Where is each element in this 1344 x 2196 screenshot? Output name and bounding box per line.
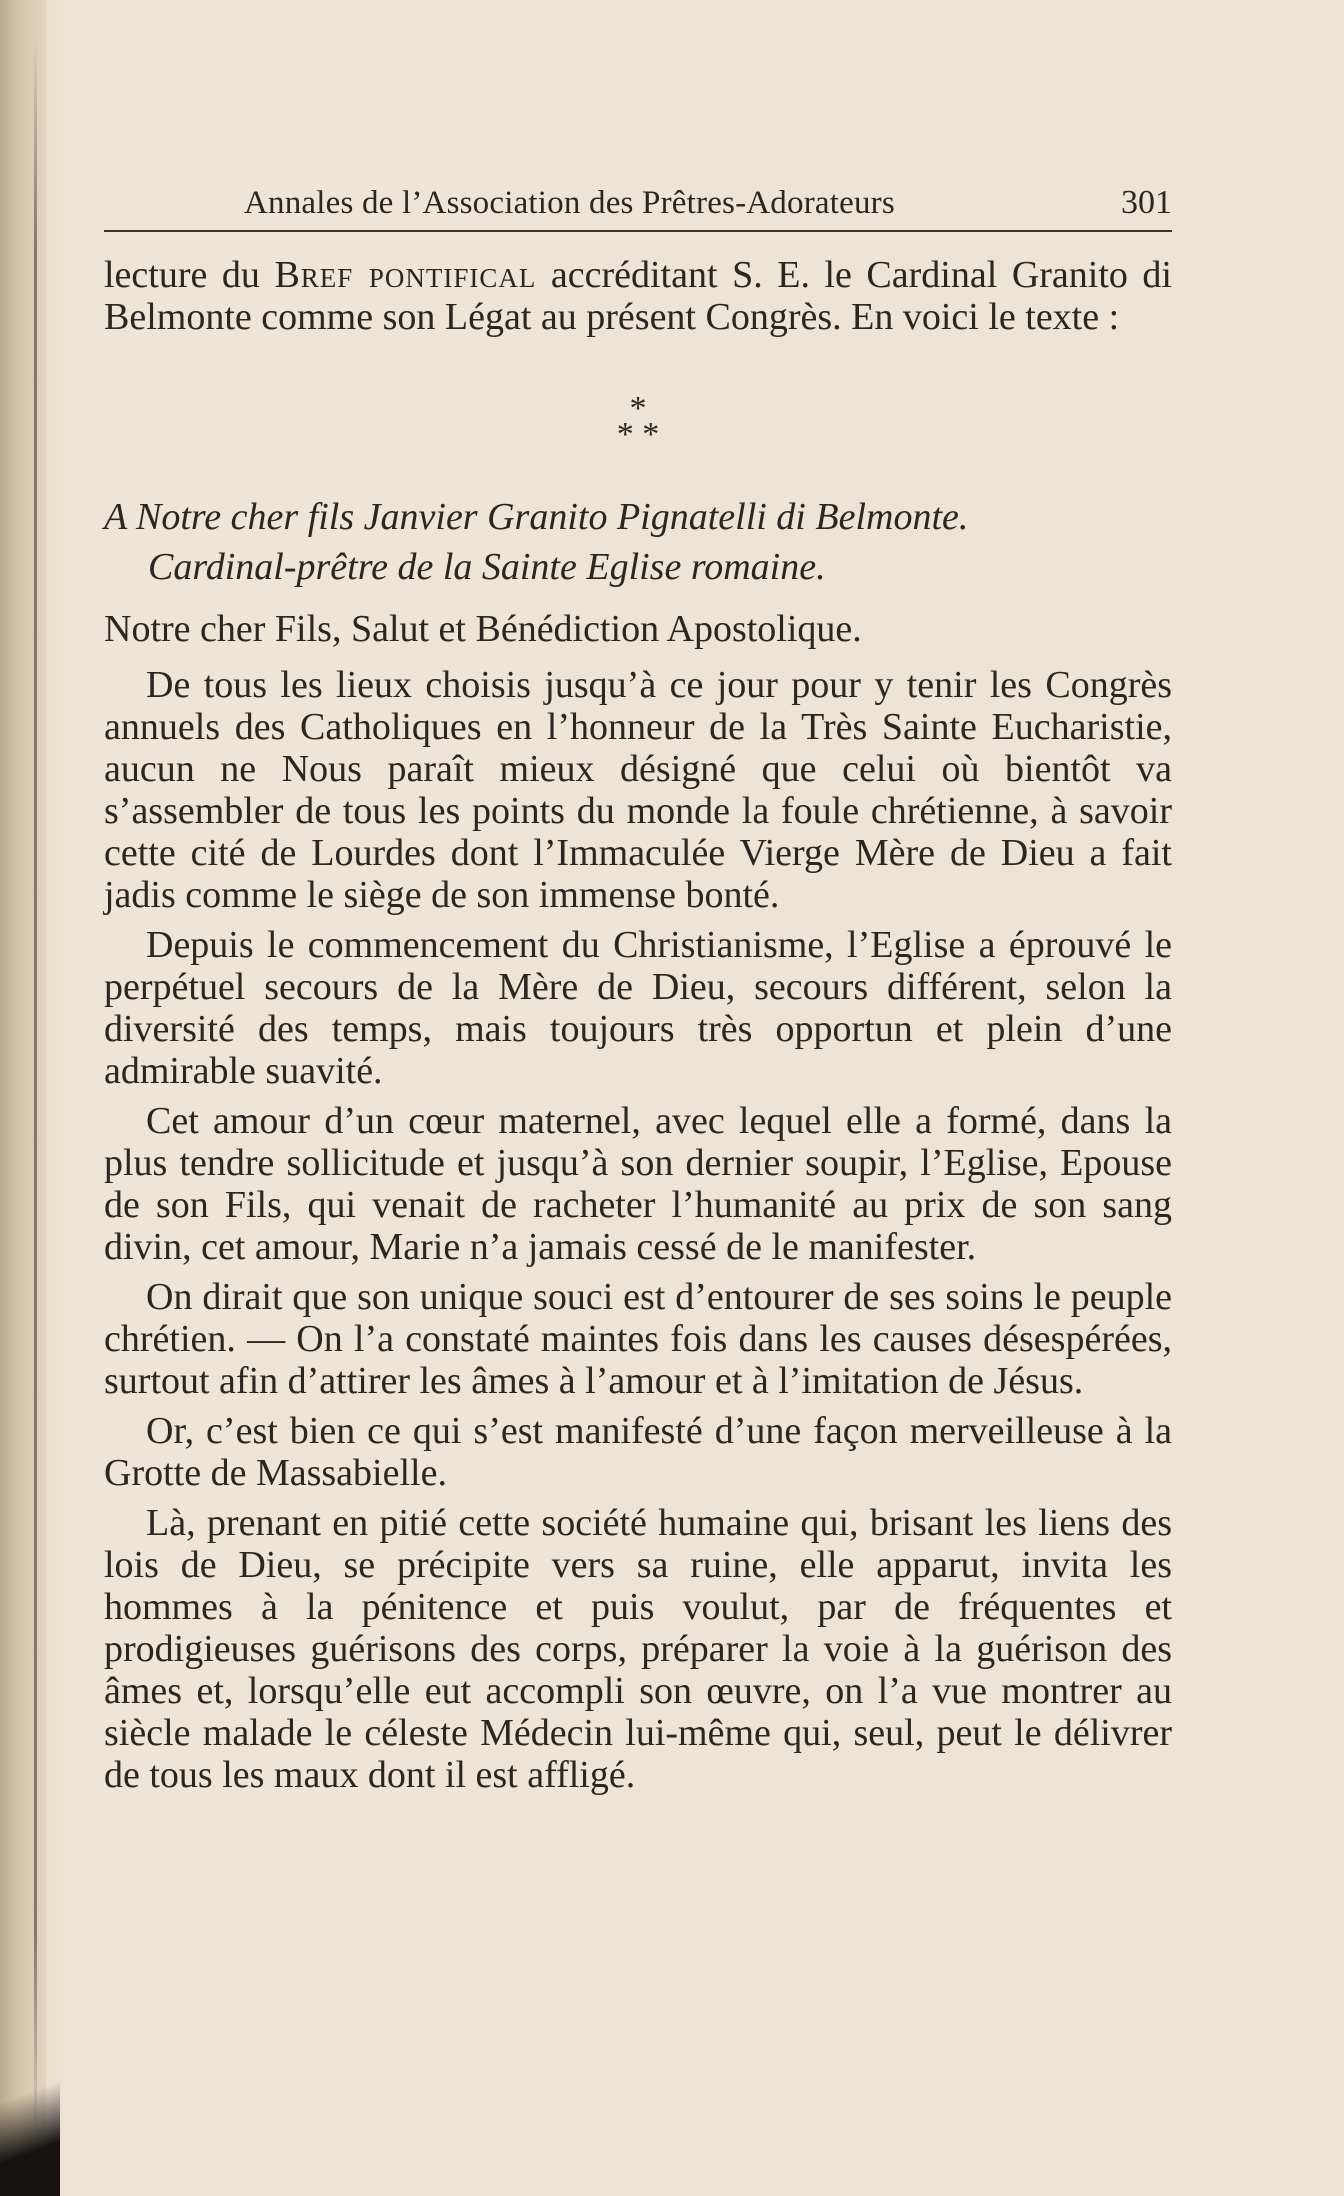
page-content — [104, 170, 1172, 1804]
intro-text-end: accréditant S. E. le Cardinal Granito di Belmonte comme son Légat au présent Congrès. En voici le texte : — [104, 254, 1172, 338]
body-paragraph: Cet amour d’un cœur maternel, avec lequel elle a formé, dans la plus tendre sollicitude et jusqu’à son dernier soupir, l’Eglise, Epouse de son Fils, qui venait de racheter l’humanité au prix de son sang divin, cet amour, Marie n’a jamais cessé de le manifester. — [104, 1100, 1172, 1268]
corner-shadow — [0, 2026, 60, 2196]
body-paragraph: Depuis le commencement du Christianisme, l’Eglise a éprouvé le perpétuel secours de la Mère de Dieu, secours différent, selon la diversité des temps, mais toujours très opportun et plein d’une admirable suavité. — [104, 924, 1172, 1092]
running-title: Annales de l’Association des Prêtres-Adorateurs — [244, 185, 895, 221]
asterism-bottom: * * — [616, 416, 660, 453]
intro-text-start: lecture du — [104, 254, 275, 296]
address-line-2: Cardinal-prêtre de la Sainte Eglise romaine. — [148, 546, 826, 588]
asterism-ornament — [104, 390, 1172, 453]
letter-greeting: Notre cher Fils, Salut et Bénédiction Apostolique. — [104, 608, 862, 650]
asterism-top: * — [629, 390, 647, 427]
letter-address — [104, 492, 1172, 592]
body-paragraph: Là, prenant en pitié cette société humaine qui, brisant les liens des lois de Dieu, se précipite vers sa ruine, elle apparut, invita les hommes à la pénitence et puis voulut, par de fréquentes et prodigieuses guérisons des corps, préparer la voie à la guérison des âmes et, lorsqu’elle eut accompli son œuvre, on l’a vue montrer au siècle malade le céleste Médecin lui-même qui, seul, peut le délivrer de tous les maux dont il est affligé. — [104, 1502, 1172, 1796]
page-number: 301 — [1121, 184, 1172, 221]
body-paragraph: De tous les lieux choisis jusqu’à ce jour pour y tenir les Congrès annuels des Catholiques en l’honneur de la Très Sainte Eucharistie, aucun ne Nous paraît mieux désigné que celui où bientôt va s’assembler de tous les points du monde la foule chrétienne, à savoir cette cité de Lourdes dont l’Immaculée Vierge Mère de Dieu a fait jadis comme le siège de son immense bonté. — [104, 664, 1172, 916]
gutter-fold — [34, 40, 37, 2140]
body-paragraph: On dirait que son unique souci est d’entourer de ses soins le peuple chrétien. — On l’a constaté maintes fois dans les causes désespérées, surtout afin d’attirer les âmes à l’amour et à l’imitation de Jésus. — [104, 1276, 1172, 1402]
bref-pontifical-smallcaps: Bref pontifical — [274, 254, 537, 296]
body-paragraph: Or, c’est bien ce qui s’est manifesté d’une façon merveilleuse à la Grotte de Massabielle. — [104, 1410, 1172, 1494]
address-line-1: A Notre cher fils Janvier Granito Pignatelli di Belmonte. — [104, 496, 969, 538]
running-header — [104, 170, 1172, 232]
intro-paragraph — [104, 254, 1172, 338]
book-gutter — [0, 0, 46, 2196]
